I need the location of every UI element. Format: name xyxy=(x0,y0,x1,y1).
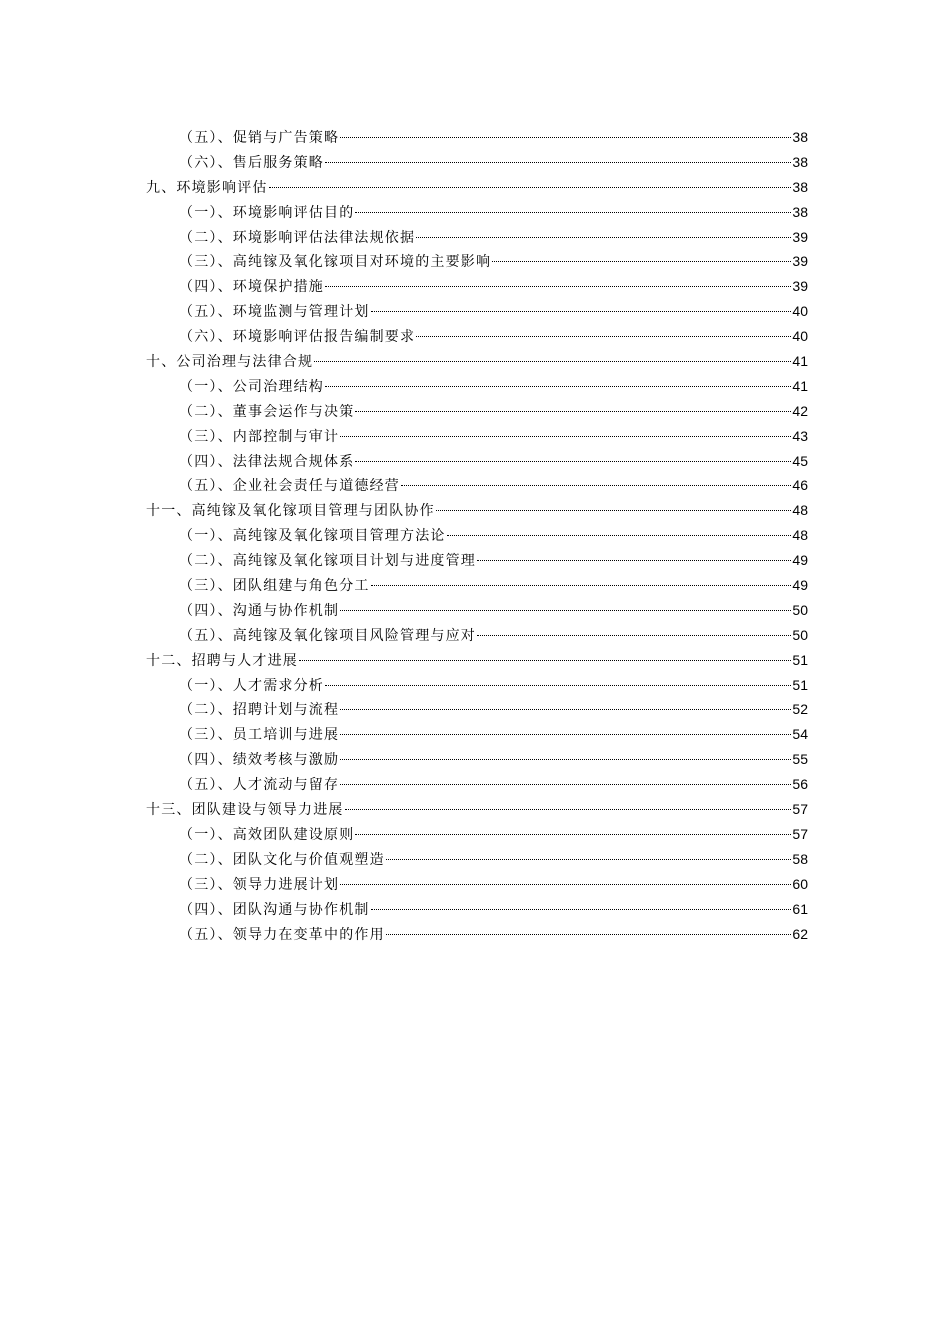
toc-dot-leader xyxy=(386,934,792,935)
toc-entry[interactable] xyxy=(146,324,808,349)
toc-dot-leader xyxy=(325,162,791,163)
toc-entry[interactable] xyxy=(146,623,808,648)
toc-entry-title: （四）、沟通与协作机制 xyxy=(179,602,340,619)
toc-entry[interactable] xyxy=(146,125,808,150)
toc-dot-leader xyxy=(340,610,791,611)
toc-entry[interactable] xyxy=(146,449,808,474)
toc-entry-page-number: 49 xyxy=(792,577,808,594)
toc-dot-leader xyxy=(340,709,791,710)
toc-entry-title: （三）、高纯镓及氧化镓项目对环境的主要影响 xyxy=(179,254,492,271)
toc-entry-page-number: 50 xyxy=(792,601,808,618)
table-of-contents xyxy=(146,125,808,946)
toc-dot-leader xyxy=(340,759,791,760)
toc-entry-page-number: 38 xyxy=(792,203,808,220)
toc-dot-leader xyxy=(371,909,792,910)
toc-entry-page-number: 61 xyxy=(792,900,808,917)
toc-entry-title: （三）、团队组建与角色分工 xyxy=(179,578,370,595)
toc-entry-title: 九、环境影响评估 xyxy=(146,179,268,196)
toc-entry-page-number: 38 xyxy=(792,153,808,170)
toc-entry-page-number: 40 xyxy=(792,303,808,320)
toc-entry-title: （五）、领导力在变革中的作用 xyxy=(179,926,385,943)
toc-entry[interactable] xyxy=(146,822,808,847)
toc-entry[interactable] xyxy=(146,673,808,698)
toc-entry-page-number: 39 xyxy=(792,253,808,270)
toc-entry-page-number: 55 xyxy=(792,751,808,768)
toc-entry[interactable] xyxy=(146,548,808,573)
toc-dot-leader xyxy=(340,436,791,437)
toc-entry[interactable] xyxy=(146,249,808,274)
toc-dot-leader xyxy=(299,660,791,661)
toc-entry-title: （六）、环境影响评估报告编制要求 xyxy=(179,329,416,346)
toc-entry-title: （二）、招聘计划与流程 xyxy=(179,702,340,719)
toc-dot-leader xyxy=(492,261,791,262)
toc-entry[interactable] xyxy=(146,349,808,374)
toc-entry-page-number: 51 xyxy=(792,676,808,693)
toc-entry[interactable] xyxy=(146,225,808,250)
toc-entry[interactable] xyxy=(146,299,808,324)
toc-entry-page-number: 39 xyxy=(792,228,808,245)
toc-entry-title: （五）、高纯镓及氧化镓项目风险管理与应对 xyxy=(179,627,476,644)
toc-entry[interactable] xyxy=(146,473,808,498)
toc-entry[interactable] xyxy=(146,175,808,200)
toc-dot-leader xyxy=(386,859,792,860)
toc-dot-leader xyxy=(355,461,791,462)
toc-dot-leader xyxy=(416,336,791,337)
toc-entry-title: （一）、人才需求分析 xyxy=(179,677,324,694)
toc-entry[interactable] xyxy=(146,772,808,797)
toc-entry-page-number: 58 xyxy=(792,850,808,867)
toc-entry-page-number: 57 xyxy=(792,801,808,818)
toc-dot-leader xyxy=(355,834,791,835)
toc-entry-title: （四）、团队沟通与协作机制 xyxy=(179,901,370,918)
toc-dot-leader xyxy=(314,361,791,362)
toc-entry-title: （五）、人才流动与留存 xyxy=(179,777,340,794)
toc-entry-page-number: 42 xyxy=(792,402,808,419)
toc-entry-title: （五）、促销与广告策略 xyxy=(179,130,340,146)
toc-entry-title: （三）、内部控制与审计 xyxy=(179,428,340,445)
toc-dot-leader xyxy=(401,485,791,486)
toc-dot-leader xyxy=(340,734,791,735)
toc-entry[interactable] xyxy=(146,648,808,673)
toc-entry[interactable] xyxy=(146,747,808,772)
toc-dot-leader xyxy=(340,784,791,785)
toc-dot-leader xyxy=(269,187,792,188)
toc-dot-leader xyxy=(325,685,791,686)
toc-entry[interactable] xyxy=(146,573,808,598)
toc-entry-page-number: 41 xyxy=(792,353,808,370)
toc-dot-leader xyxy=(345,809,792,810)
toc-dot-leader xyxy=(355,212,791,213)
toc-entry-page-number: 38 xyxy=(792,129,808,145)
toc-entry-title: （三）、员工培训与进展 xyxy=(179,727,340,744)
toc-dot-leader xyxy=(436,510,792,511)
toc-entry-page-number: 57 xyxy=(792,825,808,842)
toc-entry-title: （一）、公司治理结构 xyxy=(179,378,324,395)
toc-entry-page-number: 51 xyxy=(792,651,808,668)
toc-entry-page-number: 46 xyxy=(792,477,808,494)
toc-entry[interactable] xyxy=(146,399,808,424)
toc-entry-page-number: 45 xyxy=(792,452,808,469)
toc-entry[interactable] xyxy=(146,697,808,722)
toc-entry[interactable] xyxy=(146,872,808,897)
toc-entry[interactable] xyxy=(146,922,808,947)
toc-dot-leader xyxy=(447,535,792,536)
toc-entry-page-number: 38 xyxy=(792,178,808,195)
toc-entry-page-number: 40 xyxy=(792,328,808,345)
toc-entry-title: （一）、环境影响评估目的 xyxy=(179,204,355,221)
toc-dot-leader xyxy=(416,237,791,238)
toc-entry-page-number: 43 xyxy=(792,427,808,444)
toc-entry-page-number: 62 xyxy=(792,925,808,942)
toc-entry-title: （四）、法律法规合规体系 xyxy=(179,453,355,470)
toc-dot-leader xyxy=(340,884,791,885)
toc-dot-leader xyxy=(477,635,791,636)
toc-entry-title: （五）、企业社会责任与道德经营 xyxy=(179,478,400,495)
toc-entry[interactable] xyxy=(146,274,808,299)
toc-entry-title: 十一、高纯镓及氧化镓项目管理与团队协作 xyxy=(146,503,435,520)
toc-entry[interactable] xyxy=(146,200,808,225)
toc-entry[interactable] xyxy=(146,424,808,449)
toc-entry[interactable] xyxy=(146,150,808,175)
toc-entry-title: （四）、环境保护措施 xyxy=(179,279,324,296)
toc-entry[interactable] xyxy=(146,722,808,747)
toc-entry[interactable] xyxy=(146,847,808,872)
toc-dot-leader xyxy=(371,311,792,312)
toc-entry-title: （二）、董事会运作与决策 xyxy=(179,403,355,420)
toc-entry-page-number: 48 xyxy=(792,527,808,544)
toc-entry-page-number: 50 xyxy=(792,626,808,643)
toc-entry-page-number: 41 xyxy=(792,377,808,394)
toc-entry[interactable] xyxy=(146,797,808,822)
toc-entry-title: （一）、高效团队建设原则 xyxy=(179,826,355,843)
toc-dot-leader xyxy=(340,137,791,138)
toc-entry-title: （六）、售后服务策略 xyxy=(179,154,324,171)
toc-entry-title: （四）、绩效考核与激励 xyxy=(179,752,340,769)
toc-entry-page-number: 48 xyxy=(792,502,808,519)
toc-entry-title: （二）、环境影响评估法律法规依据 xyxy=(179,229,416,246)
toc-dot-leader xyxy=(355,411,791,412)
toc-entry-title: 十、公司治理与法律合规 xyxy=(146,354,314,371)
toc-entry[interactable] xyxy=(146,897,808,922)
toc-dot-leader xyxy=(477,560,791,561)
toc-entry[interactable] xyxy=(146,374,808,399)
toc-entry-title: 十三、团队建设与领导力进展 xyxy=(146,802,344,819)
toc-entry-title: （五）、环境监测与管理计划 xyxy=(179,304,370,321)
toc-entry-page-number: 49 xyxy=(792,552,808,569)
toc-dot-leader xyxy=(325,286,791,287)
toc-entry[interactable] xyxy=(146,523,808,548)
toc-entry-title: 十二、招聘与人才进展 xyxy=(146,652,298,669)
toc-entry[interactable] xyxy=(146,598,808,623)
toc-entry-page-number: 54 xyxy=(792,726,808,743)
toc-entry-page-number: 60 xyxy=(792,875,808,892)
toc-entry-page-number: 52 xyxy=(792,701,808,718)
toc-entry-page-number: 39 xyxy=(792,278,808,295)
toc-entry[interactable] xyxy=(146,498,808,523)
toc-entry-title: （三）、领导力进展计划 xyxy=(179,876,340,893)
toc-entry-title: （二）、高纯镓及氧化镓项目计划与进度管理 xyxy=(179,553,476,570)
toc-entry-page-number: 56 xyxy=(792,776,808,793)
toc-dot-leader xyxy=(371,585,792,586)
toc-dot-leader xyxy=(325,386,791,387)
toc-entry-title: （一）、高纯镓及氧化镓项目管理方法论 xyxy=(179,528,446,545)
toc-entry-title: （二）、团队文化与价值观塑造 xyxy=(179,851,385,868)
